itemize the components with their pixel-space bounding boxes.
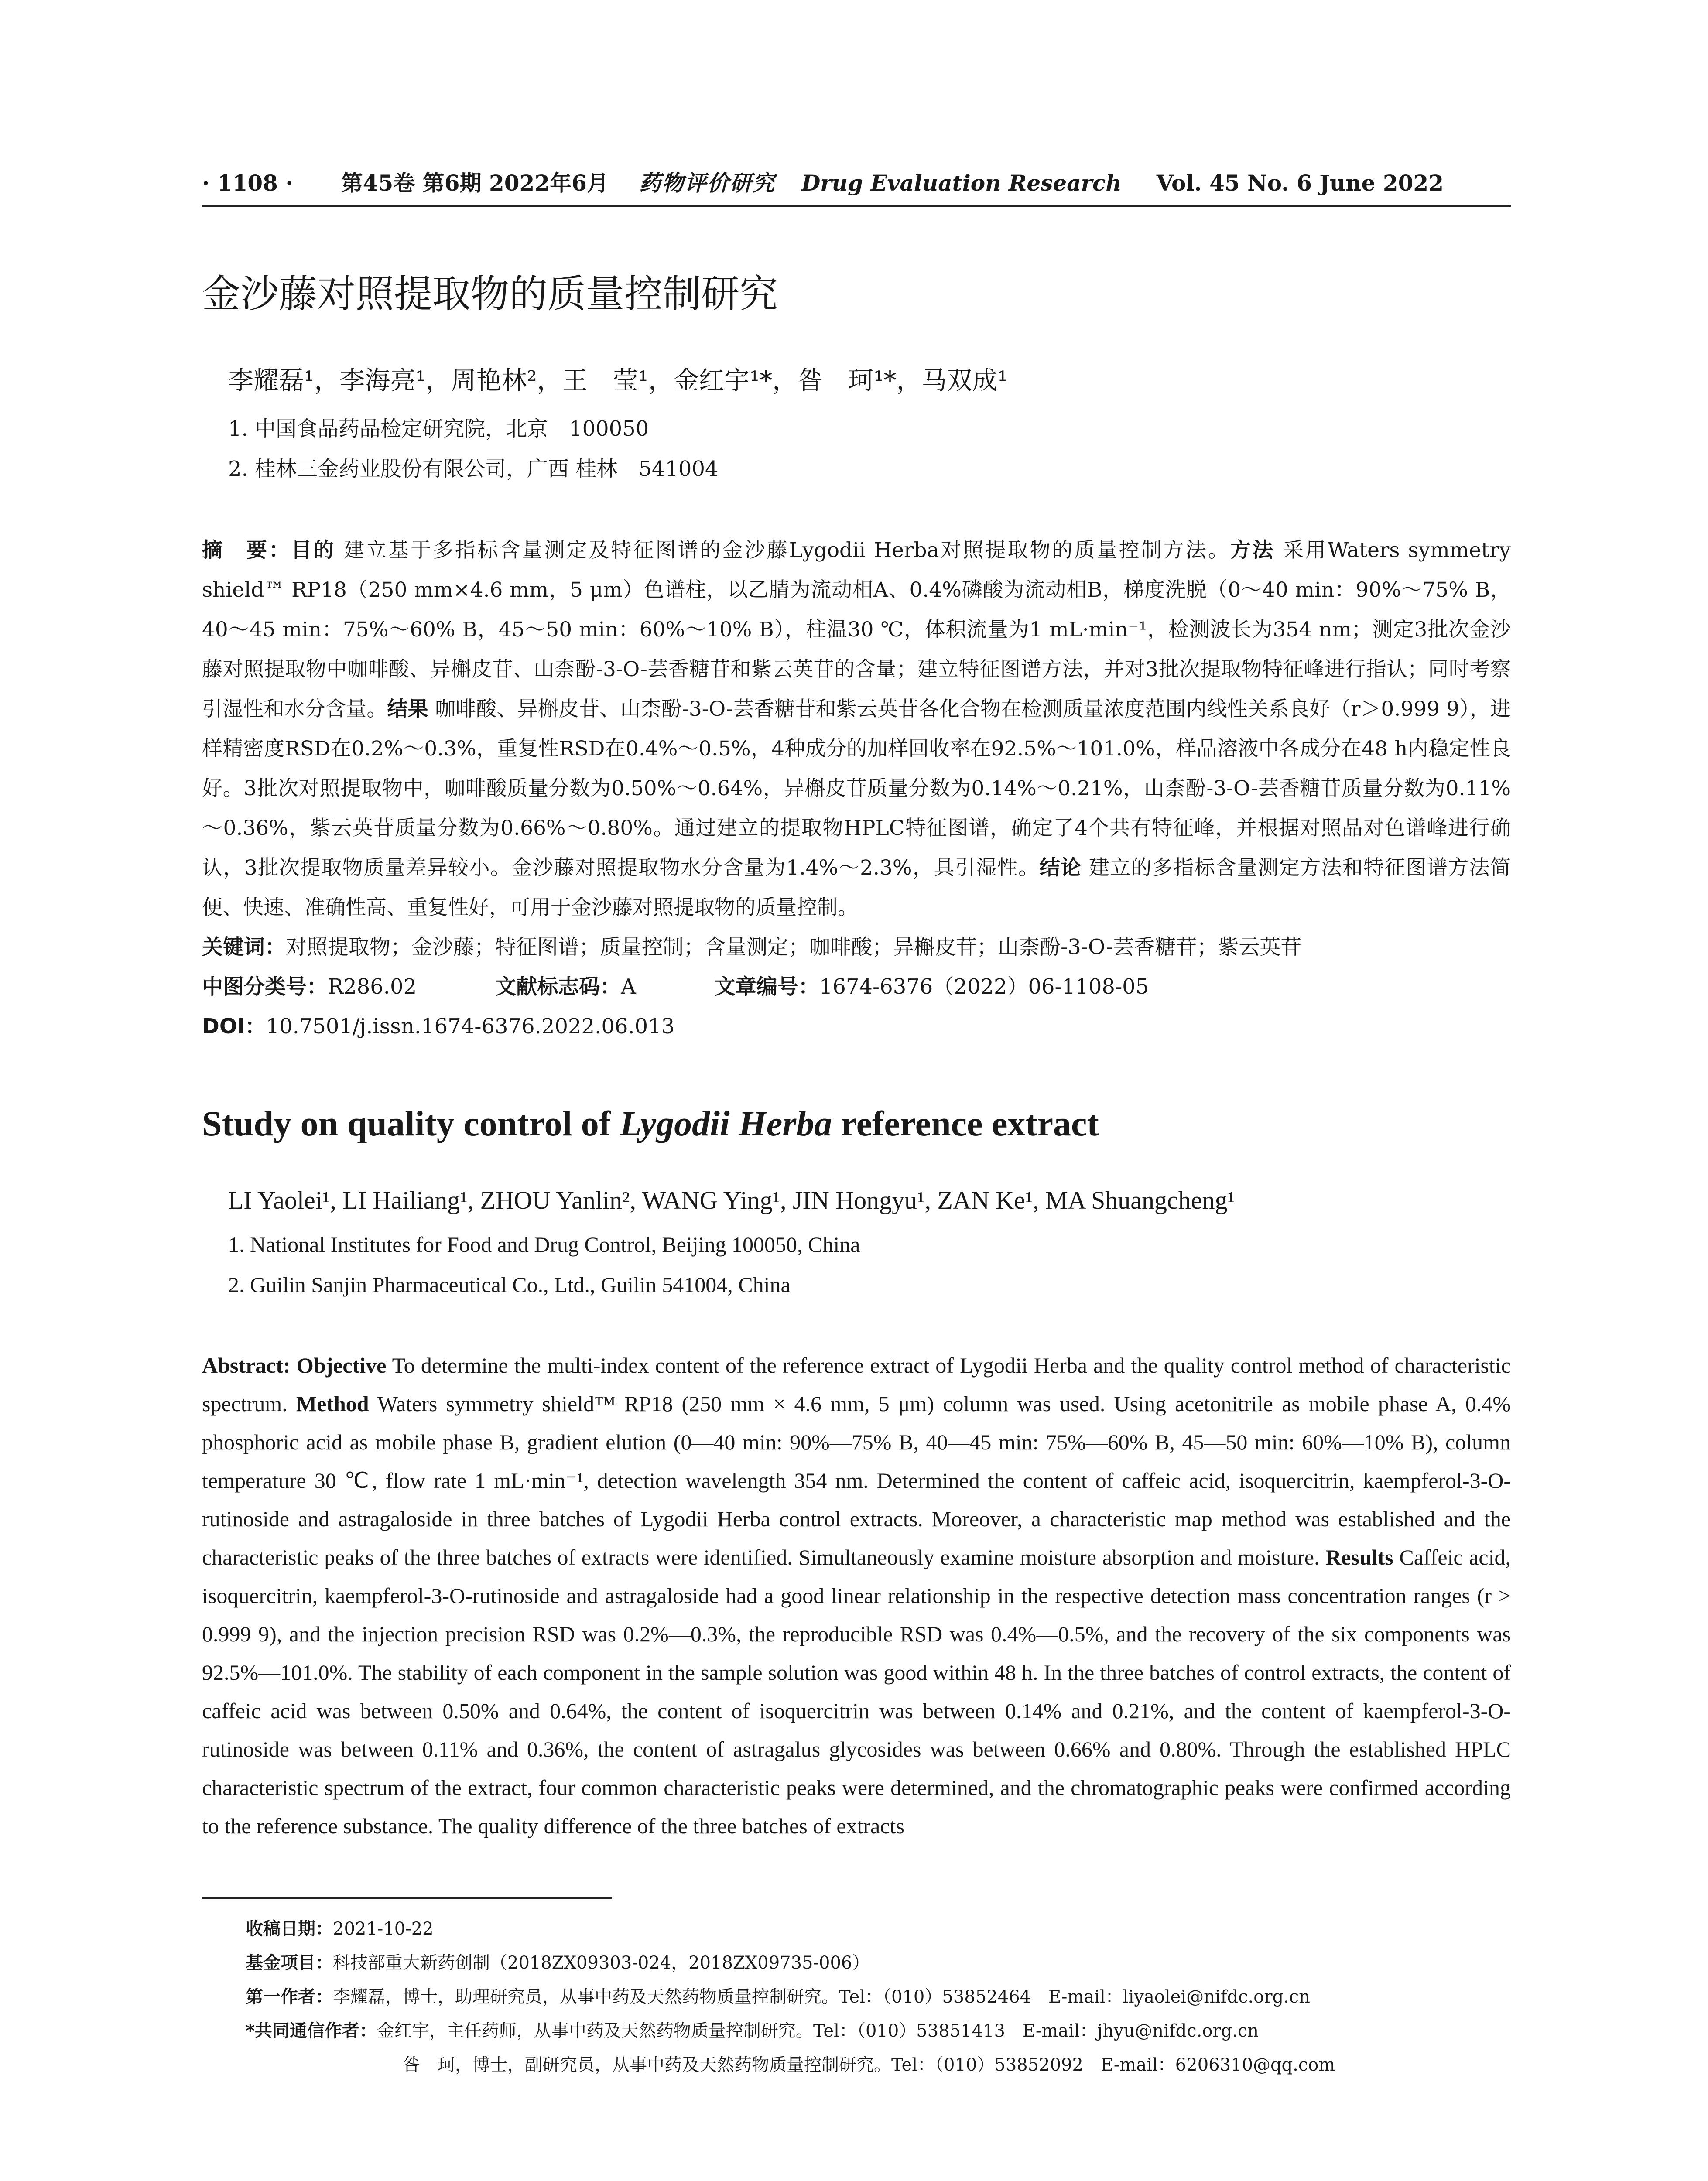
conclusion-text-cn: 建立的多指标含量测定方法和特征图谱方法简便、快速、准确性高、重复性好，可用于金沙藤对照提取物的质量控制。 — [202, 856, 1511, 920]
first-author-label: 第一作者： — [246, 1987, 333, 2007]
journal-name-en: Drug Evaluation Research — [801, 170, 1122, 196]
affiliation-en-2: 2. Guilin Sanjin Pharmaceutical Co., Ltd., Guilin 541004, China — [228, 1272, 791, 1297]
corresponding-label: *共同通信作者： — [246, 2021, 377, 2041]
keywords-label: 关键词： — [202, 935, 286, 959]
volume-issue-cn: 第45卷 第6期 2022年6月 — [341, 170, 609, 196]
results-label-cn: 结果 — [387, 697, 428, 721]
footnote-first-author — [246, 1980, 1511, 2014]
objective-label-en: Objective — [296, 1353, 387, 1378]
title-cn: 金沙藤对照提取物的质量控制研究 — [202, 271, 778, 316]
keywords-text: 对照提取物；金沙藤；特征图谱；质量控制；含量测定；咖啡酸；异槲皮苷；山柰酚-3-O-芸香糖苷；紫云英苷 — [286, 935, 1302, 959]
footnote-corresponding-2: 昝 珂，博士，副研究员，从事中药及天然药物质量控制研究。Tel：（010）53852092 E-mail：6206310@qq.com — [403, 2055, 1335, 2075]
footnote-received — [246, 1912, 1511, 1946]
objective-text-en: To determine the multi-index content of the reference extract of Lygodii Herba and the quality control method of characteristic spectrum. — [202, 1353, 1511, 1416]
title-en-italic: Lygodii Herba — [620, 1104, 832, 1143]
keywords-line — [202, 927, 1511, 967]
article-page — [202, 166, 1511, 2082]
abstract-cn — [202, 530, 1511, 927]
title-en — [202, 1103, 1511, 1144]
footnote-fund — [246, 1946, 1511, 1980]
affiliation-en-1: 1. National Institutes for Food and Drug Control, Beijing 100050, China — [228, 1232, 860, 1257]
method-text-cn: 采用Waters symmetry shield™ RP18（250 mm×4.6 mm，5 μm）色谱柱，以乙腈为流动相A、0.4%磷酸为流动相B，梯度洗脱（0～40 min：90%～75% B，40～45 min：75%～60% B，45～50 min：60%～10% B），柱温30 ℃，体积流量为1 mL·min⁻¹，检测波长为354 nm；测定3批次金沙藤对照提取物中咖啡酸、异槲皮苷、山柰酚-3-O-芸香糖苷和紫云英苷的含量；建立特征图谱方法，并对3批次提取物特征峰进行指认；同时考察引湿性和水分含量。 — [202, 538, 1511, 721]
authors-en: LI Yaolei¹, LI Hailiang¹, ZHOU Yanlin², WANG Ying¹, JIN Hongyu¹, ZAN Ke¹, MA Shuangcheng¹ — [228, 1186, 1235, 1214]
results-text-en: Caffeic acid, isoquercitrin, kaempferol-3-O-rutinoside and astragaloside had a good linear relationship in the respective detection mass concentration ranges (r > 0.999 9), and the injection precision RSD was 0.2%—0.3%, the reproducible RSD was 0.4%—0.5%, and the recovery of the six components was 92.5%—101.0%. The stability of each component in the sample solution was good within 48 h. In the three batches of control extracts, the content of caffeic acid was between 0.50% and 0.64%, the content of isoquercitrin was between 0.14% and 0.21%, and the content of kaempferol-3-O-rutinoside was between 0.11% and 0.36%, the content of astragalus glycosides was between 0.66% and 0.80%. Through the established HPLC characteristic spectrum of the extract, four common characteristic peaks were determined, and the chromatographic peaks were confirmed according to the reference substance. The quality difference of the three batches of extracts — [202, 1545, 1511, 1838]
running-header — [202, 166, 1511, 207]
footnote-divider — [202, 1897, 612, 1899]
fund-label: 基金项目： — [246, 1953, 333, 1973]
page-number: · 1108 · — [202, 170, 293, 196]
method-label-en: Method — [296, 1391, 369, 1416]
abstract-en — [202, 1346, 1511, 1845]
method-text-en: Waters symmetry shield™ RP18 (250 mm × 4.6 mm, 5 μm) column was used. Using acetonitrile as mobile phase A, 0.4% phosphoric acid as mobile phase B, gradient elution (0—40 min: 90%—75% B, 40—45 min: 75%—60% B, 45—50 min: 60%—10% B), column temperature 30 ℃, flow rate 1 mL·min⁻¹, detection wavelength 354 nm. Determined the content of caffeic acid, isoquercitrin, kaempferol-3-O-rutinoside and astragaloside in three batches of Lygodii Herba control extracts. Moreover, a characteristic map method was established and the characteristic peaks of the three batches of extracts were identified. Simultaneously examine moisture absorption and moisture. — [202, 1391, 1511, 1569]
objective-label-cn: 目的 — [291, 538, 336, 562]
footnote-corresponding — [246, 2014, 1511, 2048]
affiliations-cn — [202, 409, 1511, 489]
fund-text: 科技部重大新药创制（2018ZX09303-024，2018ZX09735-006） — [333, 1953, 870, 1973]
journal-logo-cn: 药物评价研究 — [639, 170, 775, 196]
results-text-cn: 咖啡酸、异槲皮苷、山柰酚-3-O-芸香糖苷和紫云英苷各化合物在检测质量浓度范围内线性关系良好（r＞0.999 9），进样精密度RSD在0.2%～0.3%，重复性RSD在0.4%～0.5%，4种成分的加样回收率在92.5%～101.0%，样品溶液中各成分在48 h内稳定性良好。3批次对照提取物中，咖啡酸质量分数为0.50%～0.64%，异槲皮苷质量分数为0.14%～0.21%，山柰酚-3-O-芸香糖苷质量分数为0.11%～0.36%，紫云英苷质量分数为0.66%～0.80%。通过建立的提取物HPLC特征图谱，确定了4个共有特征峰，并根据对照品对色谱峰进行确认，3批次提取物质量差异较小。金沙藤对照提取物水分含量为1.4%～2.3%，具引湿性。 — [202, 697, 1511, 880]
received-date: 2021-10-22 — [333, 1919, 434, 1939]
clc-label: 中图分类号： — [202, 974, 328, 999]
footnotes — [202, 1912, 1511, 2082]
title-en-part-b: reference extract — [832, 1104, 1099, 1143]
affiliation-cn-2: 2. 桂林三金药业股份有限公司，广西 桂林 541004 — [228, 457, 719, 481]
article-no-value: 1674-6376（2022）06-1108-05 — [819, 974, 1149, 999]
objective-text-cn: 建立基于多指标含量测定及特征图谱的金沙藤Lygodii Herba对照提取物的质量控制方法。 — [344, 538, 1230, 562]
affiliations-en — [202, 1224, 1511, 1305]
received-label: 收稿日期： — [246, 1919, 333, 1939]
doccode-label: 文献标志码： — [495, 974, 621, 999]
clc-value: R286.02 — [328, 974, 417, 999]
affiliation-cn-1: 1. 中国食品药品检定研究院，北京 100050 — [228, 417, 649, 441]
doi-value: 10.7501/j.issn.1674-6376.2022.06.013 — [266, 1014, 675, 1039]
authors-cn: 李耀磊¹，李海亮¹，周艳林²，王 莹¹，金红宇¹*，昝 珂¹*，马双成¹ — [228, 366, 1008, 395]
volume-issue-en: Vol. 45 No. 6 June 2022 — [1156, 170, 1444, 196]
corresponding-text-1: 金红宇，主任药师，从事中药及天然药物质量控制研究。Tel：（010）53851413 E-mail：jhyu@nifdc.org.cn — [377, 2021, 1259, 2041]
title-en-part-a: Study on quality control of — [202, 1104, 620, 1143]
classification-line — [202, 967, 1511, 1007]
results-label-en: Results — [1325, 1545, 1393, 1569]
conclusion-label-cn: 结论 — [1039, 856, 1082, 880]
doccode-value: A — [621, 974, 636, 999]
doi-label: DOI： — [202, 1014, 266, 1039]
abstract-label-cn: 摘 要： — [202, 538, 291, 562]
article-no-label: 文章编号： — [714, 974, 819, 999]
method-label-cn: 方法 — [1230, 538, 1275, 562]
first-author-text: 李耀磊，博士，助理研究员，从事中药及天然药物质量控制研究。Tel：（010）53852464 E-mail：liyaolei@nifdc.org.cn — [333, 1987, 1310, 2007]
abstract-label-en: Abstract: — [202, 1353, 291, 1378]
doi-line — [202, 1007, 1511, 1046]
